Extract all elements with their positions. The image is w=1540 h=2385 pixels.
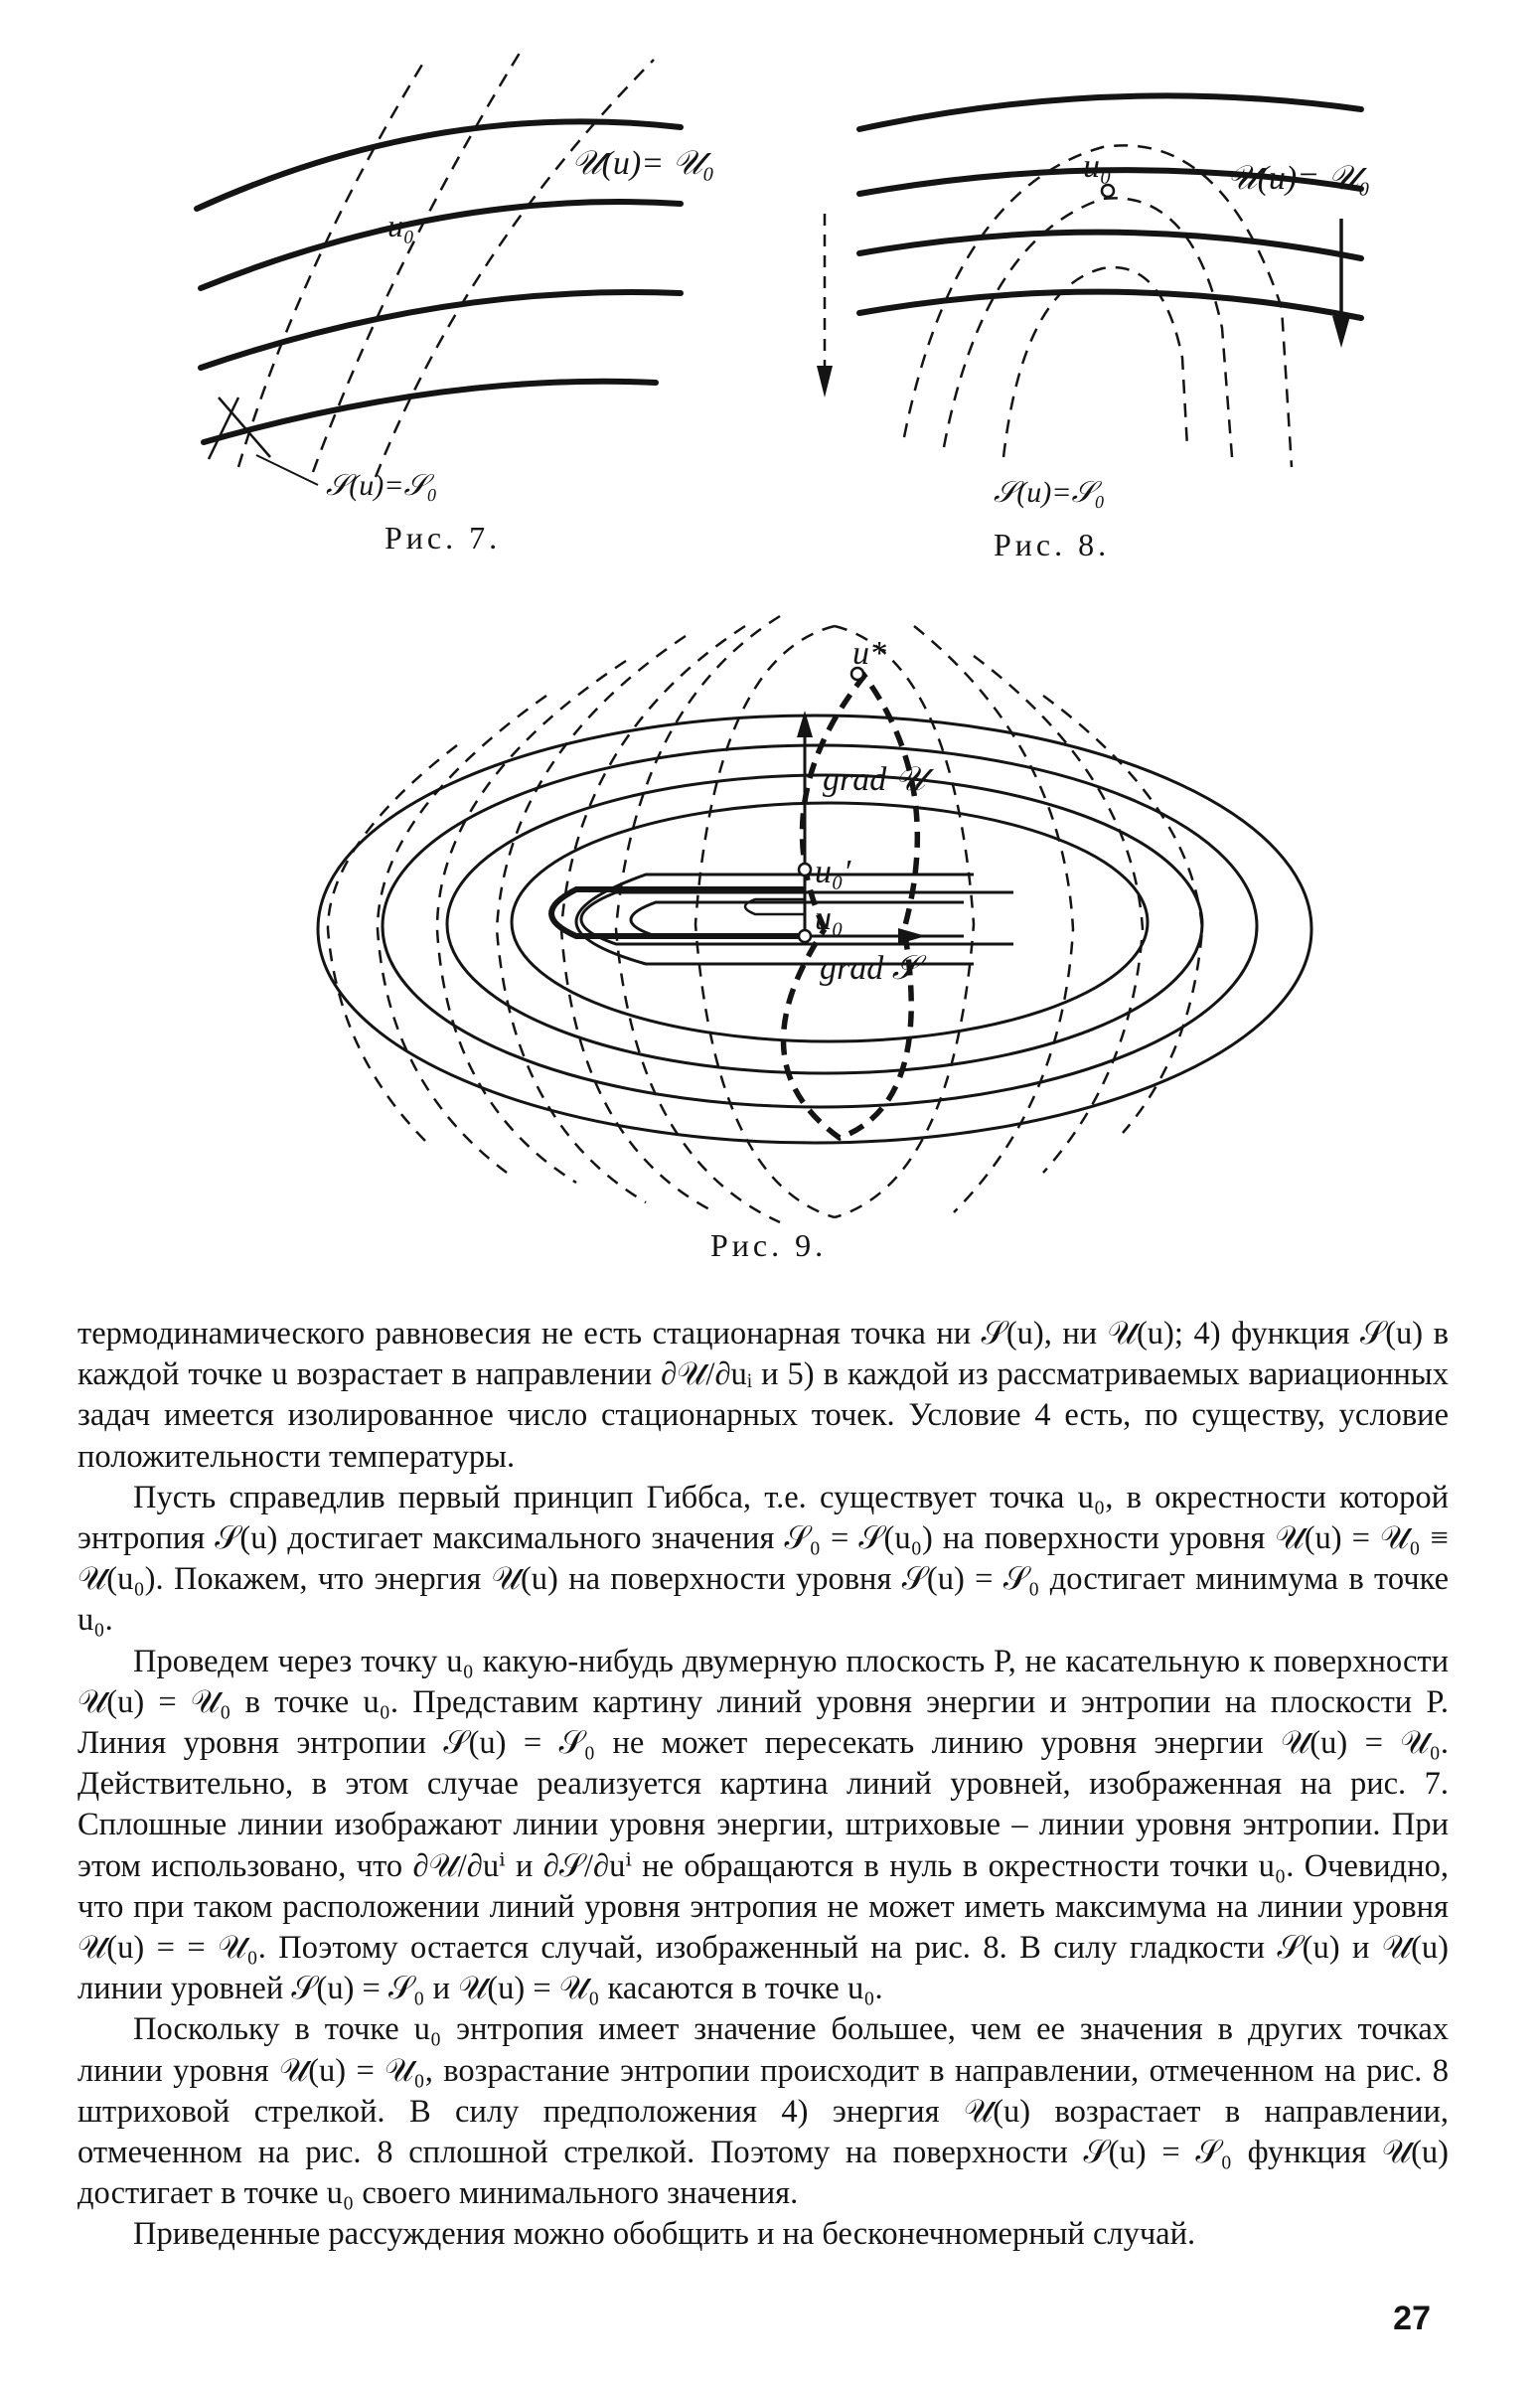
u0-point	[799, 930, 811, 942]
fig9-caption: Рис. 9.	[710, 1227, 828, 1263]
fig8-point-label: u₀	[1083, 148, 1112, 185]
bold-energy-contour	[551, 889, 805, 936]
fig7-entropy-label: 𝒮(u)=𝒮₀	[326, 469, 438, 502]
figure-9	[278, 586, 1311, 1222]
entropy-level-lines	[238, 50, 654, 477]
fig9-grad-s-label: grad 𝒮	[820, 950, 919, 987]
fig8-caption: Рис. 8.	[994, 527, 1111, 562]
fig9-ustar-label: u*	[852, 635, 886, 672]
paragraph-2: Пусть справедлив первый принцип Гиббса, т.е. существует точка u₀, в окрестности которой энтропия 𝒮(u) достигает максимального значения 𝒮₀ = 𝒮(u₀) на поверхности уровня 𝒰(u) = 𝒰₀ ≡ 𝒰(u₀). Покажем, что энергия 𝒰(u) на поверхности уровня 𝒮(u) = 𝒮₀ достигает минимума в точке u₀.	[77, 1479, 1449, 1639]
paragraph-1: термодинамического равновесия не есть стационарная точка ни 𝒮(u), ни 𝒰(u); 4) функция 𝒮(u) в каждой точке u возрастает в направлении ∂𝒰/∂uᵢ и 5) в каждой из рассматриваемых вариационных задач имеется изолированное число стационарных точек. Условие 4 есть, по существу, условие положительности температуры.	[77, 1316, 1449, 1475]
page-number: 27	[1393, 2300, 1431, 2337]
paragraph-3: Проведем через точку u₀ какую-нибудь двумерную плоскость P, не касательную к поверхности 𝒰(u) = 𝒰₀ в точке u₀. Представим картину линий уровня энергии и энтропии на плоскости P. Линия уровня энтропии 𝒮(u) = 𝒮₀ не может пересекать линию уровня энергии 𝒰(u) = 𝒰₀. Действительно, в этом случае реализуется картина линий уровней, изображенная на рис. 7. Сплошные линии изображают линии уровня энергии, штриховые – линии уровня энтропии. При этом использовано, что ∂𝒰/∂uⁱ и ∂𝒮/∂uⁱ не обращаются в нуль в окрестности точки u₀. Очевидно, что при таком расположении линий уровня энтропия не может иметь максимума на линии уровня 𝒰(u) = = 𝒰₀. Поэтому остается случай, изображенный на рис. 8. В силу гладкости 𝒮(u) и 𝒰(u) линии уровней 𝒮(u) = 𝒮₀ и 𝒰(u) = 𝒰₀ касаются в точке u₀.	[77, 1643, 1449, 2007]
tangent-point	[1102, 185, 1114, 197]
paragraph-4: Поскольку в точке u₀ энтропия имеет значение большее, чем ее значения в других точках линии уровня 𝒰(u) = 𝒰₀, возрастание энтропии происходит в направлении, отмеченном на рис. 8 штриховой стрелкой. В силу предположения 4) энергия 𝒰(u) возрастает в направлении, отмеченном на рис. 8 сплошной стрелкой. Поэтому на поверхности 𝒮(u) = 𝒮₀ функция 𝒰(u) достигает в точке u₀ своего минимального значения.	[77, 2011, 1449, 2212]
fig8-energy-label: 𝒰(u)= 𝒰₀	[1227, 160, 1371, 197]
energy-level-lines	[859, 95, 1361, 318]
fig8-entropy-label: 𝒮(u)=𝒮₀	[994, 476, 1106, 509]
fig9-u0-label: u₀	[815, 900, 844, 937]
paragraph-5: Приведенные рассуждения можно обобщить и на бесконечномерный случай.	[133, 2216, 1196, 2253]
entropy-contours	[328, 616, 1202, 1222]
fig9-grad-u-label: grad 𝒰	[823, 761, 926, 798]
fig7-point-label: u₀	[387, 208, 415, 243]
fig7-energy-label: 𝒰(u)= 𝒰₀	[571, 145, 715, 182]
body-text	[77, 1314, 1449, 2256]
u0-prime-point	[799, 864, 811, 875]
figure-7	[179, 40, 795, 537]
fig7-caption: Рис. 7.	[385, 520, 502, 556]
fig9-u0prime-label: u₀′	[815, 854, 851, 890]
figure-8	[805, 70, 1401, 537]
